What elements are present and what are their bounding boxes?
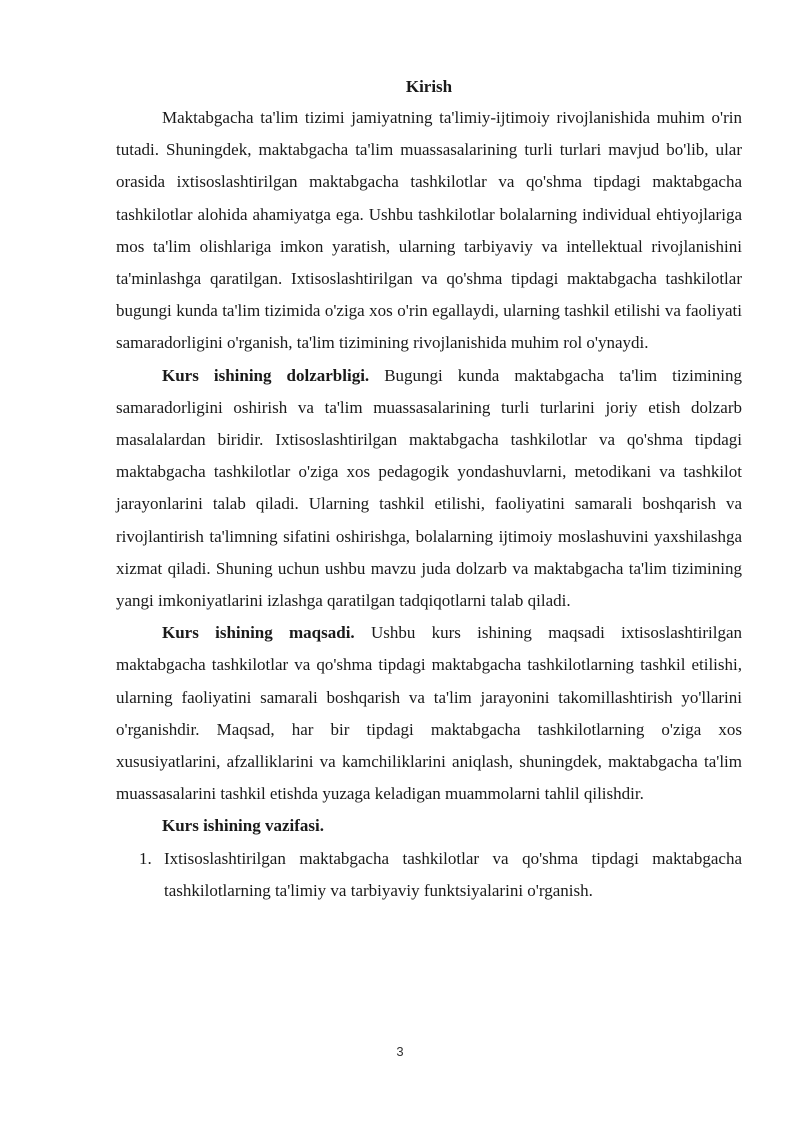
goal-paragraph bbox=[116, 617, 742, 810]
document-page bbox=[116, 74, 742, 907]
relevance-text: Bugungi kunda maktabgacha ta'lim tizimining samaradorligini oshirish va ta'lim muassasalarining turli turlarini joriy etish dolzarb masalalardan biridir. Ixtisoslashtirilgan maktabgacha tashkilotlar va qo'shma tipdagi maktabgacha tashkilotlar o'ziga xos pedagogik yondashuvlarni, metodikani va tashkilot jarayonlarini talab qiladi. Ularning tashkil etilishi, faoliyatini samarali boshqarish va rivojlantirish ta'limning sifatini oshirishga, bolalarning ijtimoiy moslashuvini yaxshilashga xizmat qiladi. Shuning uchun ushbu mavzu juda dolzarb va maktabgacha ta'lim tizimining yangi imkoniyatlarini izlashga qaratilgan tadqiqotlarni talab qiladi. bbox=[116, 365, 742, 611]
list-item-number: 1. bbox=[139, 848, 152, 868]
tasks-list bbox=[116, 843, 742, 907]
goal-label: Kurs ishining maqsadi. bbox=[162, 623, 355, 643]
intro-paragraph: Maktabgacha ta'lim tizimi jamiyatning ta'limiy-ijtimoiy rivojlanishida muhim o'rin tutadi. Shuningdek, maktabgacha ta'lim muassasalarining turli turlari mavjud bo'lib, ular orasida ixtisoslashtirilgan maktabgacha tashkilotlar va qo'shma tipdagi maktabgacha tashkilotlar alohida ahamiyatga ega. Ushbu tashkilotlar bolalarning individual ehtiyojlariga mos ta'lim olishlariga imkon yaratish, ularning tarbiyaviy va intellektual rivojlanishini ta'minlashga qaratilgan. Ixtisoslashtirilgan va qo'shma tipdagi maktabgacha tashkilotlar bugungi kunda ta'lim tizimida o'ziga xos o'rin egallaydi, ularning tashkil etilishi va faoliyati samaradorligini o'rganish, ta'lim tizimining rivojlanishida muhim rol o'ynaydi. bbox=[116, 108, 742, 353]
page-number: 3 bbox=[396, 1044, 404, 1059]
page-title: Kirish bbox=[405, 77, 453, 96]
goal-text: Ushbu kurs ishining maqsadi ixtisoslashtirilgan maktabgacha tashkilotlar va qo'shma tipdagi maktabgacha tashkilotlarning tashkil etilishi, ularning faoliyatini samarali boshqarish va ta'lim jarayonini takomillashtirish yo'llarini o'rganishdir. Maqsad, har bir tipdagi maktabgacha tashkilotlarning o'ziga xos xususiyatlarini, afzalliklarini va kamchiliklarini aniqlash, shuningdek, maktabgacha ta'lim muassasalarini tashkil etishda yuzaga keladigan muammolarni tahlil qilishdir. bbox=[116, 623, 742, 804]
list-item bbox=[116, 843, 742, 907]
relevance-paragraph bbox=[116, 360, 742, 618]
list-item-text: Ixtisoslashtirilgan maktabgacha tashkilotlar va qo'shma tipdagi maktabgacha tashkilotlarning ta'limiy va tarbiyaviy funktsiyalarini o'rganish. bbox=[164, 848, 742, 900]
tasks-heading: Kurs ishining vazifasi. bbox=[162, 816, 325, 836]
relevance-label: Kurs ishining dolzarbligi. bbox=[162, 365, 370, 385]
